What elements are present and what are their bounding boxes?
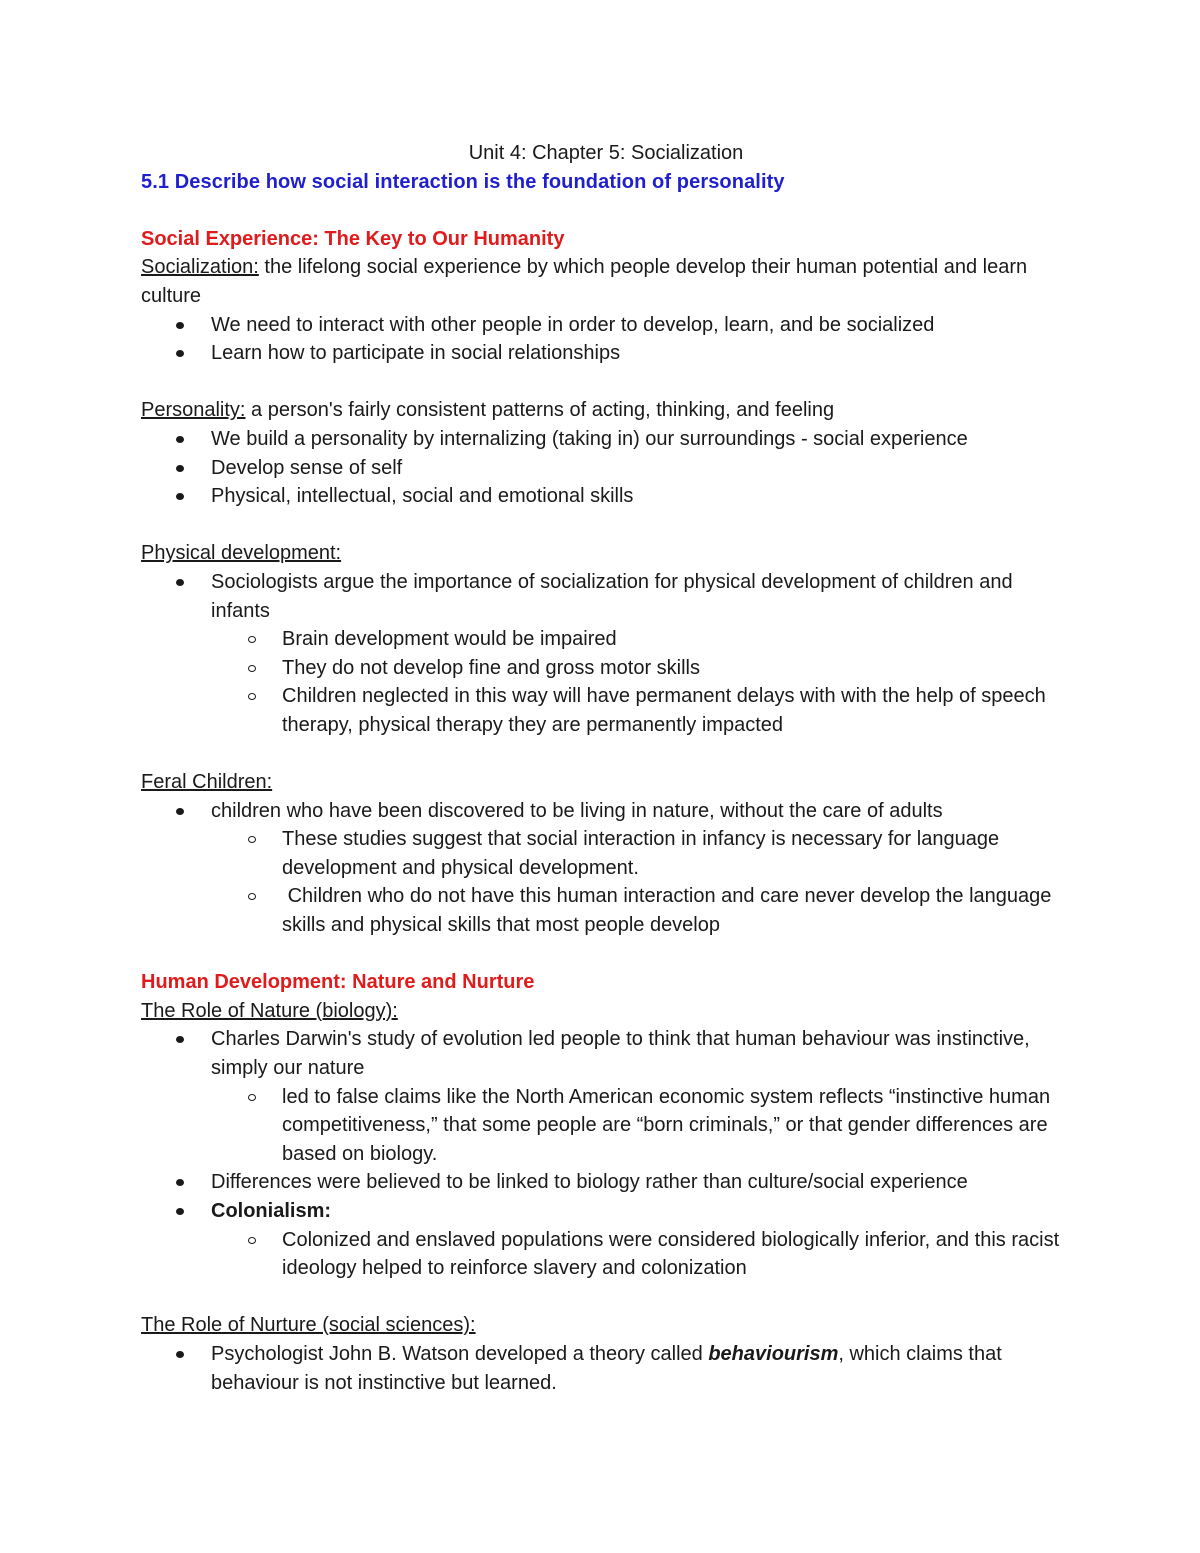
physical-development-sublist (211, 625, 1071, 739)
list-item: We need to interact with other people in order to develop, learn, and be socialized (211, 311, 1071, 340)
list-item: We build a personality by internalizing (taking in) our surroundings - social experience (211, 425, 1071, 454)
colonialism-term: Colonialism: (211, 1199, 332, 1222)
list-item (211, 1025, 1071, 1168)
list-item (211, 1340, 1071, 1397)
sub-list-item: These studies suggest that social interaction in infancy is necessary for language development and physical development. (282, 825, 1071, 882)
nurture-term: The Role of Nurture (social sciences): (141, 1314, 476, 1337)
sub-list-item: Children who do not have this human interaction and care never develop the language skills and physical skills that most people develop (282, 882, 1071, 939)
nurture-heading (141, 1311, 1071, 1340)
nature-list (141, 1025, 1071, 1282)
sub-list-item: Children neglected in this way will have permanent delays with with the help of speech therapy, physical therapy they are permanently impacted (282, 682, 1071, 739)
socialization-definition-text: the lifelong social experience by which people develop their human potential and learn culture (141, 256, 1028, 307)
sub-list-item: Colonized and enslaved populations were considered biologically inferior, and this racist ideology helped to reinforce slavery and colonization (282, 1226, 1071, 1283)
section-heading-nature-nurture: Human Development: Nature and Nurture (141, 971, 535, 994)
socialization-term: Socialization: (141, 256, 259, 279)
feral-children-term: Feral Children: (141, 771, 273, 794)
list-item (211, 568, 1071, 740)
personality-definition-text: a person's fairly consistent patterns of acting, thinking, and feeling (245, 399, 835, 422)
list-item: Differences were believed to be linked to biology rather than culture/social experience (211, 1168, 1071, 1197)
feral-children-heading (141, 768, 1071, 797)
list-item: Develop sense of self (211, 454, 1071, 483)
nature-term: The Role of Nature (biology): (141, 999, 398, 1022)
physical-development-term: Physical development: (141, 542, 342, 565)
physical-development-heading (141, 539, 1071, 568)
colonialism-sublist (211, 1226, 1071, 1283)
socialization-definition (141, 253, 1071, 310)
document-title: Unit 4: Chapter 5: Socialization (468, 142, 744, 164)
feral-children-list (141, 797, 1071, 940)
sub-list-item: Brain development would be impaired (282, 625, 1071, 654)
list-item: Physical, intellectual, social and emotional skills (211, 482, 1071, 511)
personality-definition (141, 396, 1071, 425)
behaviourism-term: behaviourism (708, 1342, 839, 1365)
list-item: Learn how to participate in social relationships (211, 339, 1071, 368)
nature-heading (141, 997, 1071, 1026)
list-item-text: children who have been discovered to be living in nature, without the care of adults (211, 799, 943, 822)
list-item (211, 1197, 1071, 1283)
physical-development-list (141, 568, 1071, 740)
document-content (141, 139, 1071, 1397)
nurture-text-post: , which claims that behaviour is not instinctive but learned. (211, 1342, 1002, 1394)
list-item-text: Charles Darwin's study of evolution led people to think that human behaviour was instinctive, simply our nature (211, 1028, 1030, 1079)
feral-children-sublist (211, 825, 1071, 939)
personality-term: Personality: (141, 399, 246, 422)
sub-list-item: led to false claims like the North American economic system reflects “instinctive human competitiveness,” that some people are “born criminals,” or that gender differences are based on biology. (282, 1083, 1071, 1169)
sub-list-item: They do not develop fine and gross motor skills (282, 654, 1071, 683)
nurture-text-pre: Psychologist John B. Watson developed a theory called (211, 1342, 709, 1365)
learning-objective: 5.1 Describe how social interaction is the foundation of personality (141, 170, 785, 193)
list-item-text: Sociologists argue the importance of socialization for physical development of children and infants (211, 570, 1013, 622)
list-item (211, 797, 1071, 940)
socialization-list (141, 311, 1071, 368)
section-heading-social-experience: Social Experience: The Key to Our Humanity (141, 227, 565, 250)
nature-sublist (211, 1083, 1071, 1169)
nurture-list (141, 1340, 1071, 1397)
personality-list (141, 425, 1071, 511)
